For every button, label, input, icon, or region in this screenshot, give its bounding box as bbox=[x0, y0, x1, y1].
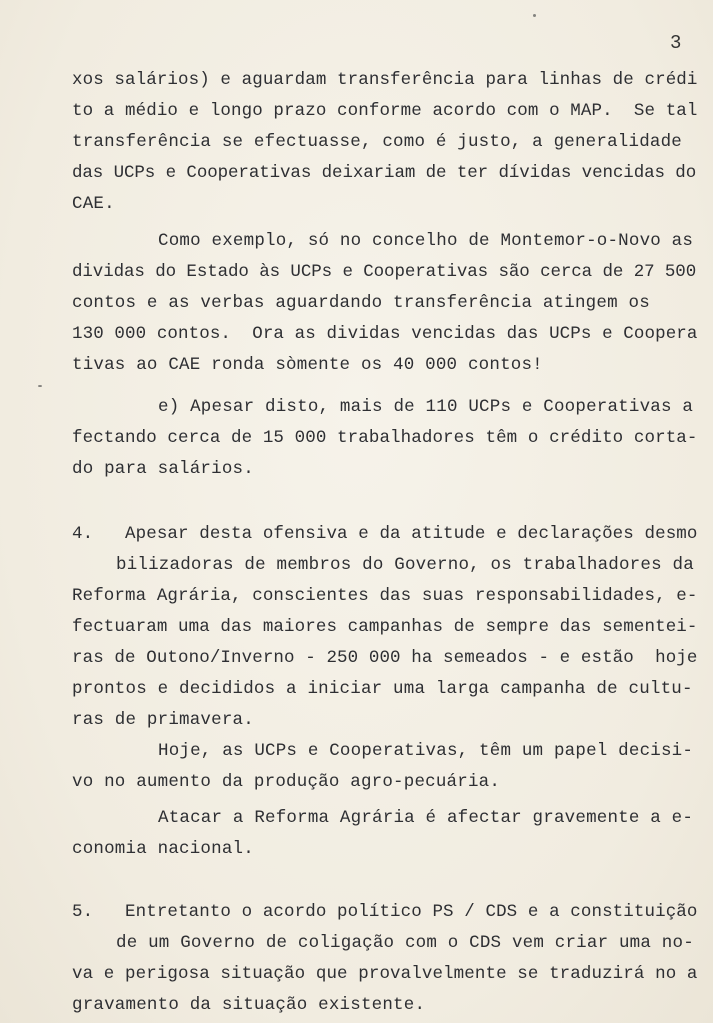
text-line: 5. Entretanto o acordo político PS / CDS e a constituição bbox=[72, 902, 698, 922]
text-line: ras de Outono/Inverno - 250 000 ha semeados - e estão hoje bbox=[72, 648, 698, 668]
text-line: de um Governo de coligação com o CDS vem criar uma no- bbox=[116, 933, 694, 953]
text-line: fectuaram uma das maiores campanhas de sempre das sementei- bbox=[72, 617, 698, 637]
text-line: contos e as verbas aguardando transferência atingem os bbox=[72, 293, 650, 313]
text-line: das UCPs e Cooperativas deixariam de ter dívidas vencidas do bbox=[72, 163, 697, 183]
text-line: vo no aumento da produção agro-pecuária. bbox=[72, 772, 501, 792]
text-line: 4. Apesar desta ofensiva e da atitude e declarações desmo bbox=[72, 524, 698, 544]
text-line: Atacar a Reforma Agrária é afectar gravemente a e- bbox=[158, 808, 694, 828]
text-line: va e perigosa situação que provalvelmente se traduzirá no a bbox=[72, 964, 698, 984]
text-line: ras de primavera. bbox=[72, 710, 254, 730]
text-line: conomia nacional. bbox=[72, 839, 254, 859]
text-line: gravamento da situação existente. bbox=[72, 995, 426, 1015]
text-line: e) Apesar disto, mais de 110 UCPs e Cooperativas a bbox=[158, 397, 694, 417]
paper-speck bbox=[38, 385, 42, 387]
text-line: do para salários. bbox=[72, 459, 254, 479]
page-number: 3 bbox=[670, 32, 682, 54]
text-line: prontos e decididos a iniciar uma larga campanha de cultu- bbox=[72, 679, 693, 699]
text-line: bilizadoras de membros do Governo, os trabalhadores da bbox=[116, 555, 694, 575]
text-line: 130 000 contos. Ora as dividas vencidas das UCPs e Coopera bbox=[72, 324, 698, 344]
text-line: transferência se efectuasse, como é justo, a generalidade bbox=[72, 132, 682, 152]
text-line: dividas do Estado às UCPs e Cooperativas são cerca de 27 500 bbox=[72, 262, 697, 282]
text-line: to a médio e longo prazo conforme acordo com o MAP. Se tal bbox=[72, 101, 698, 121]
text-line: Reforma Agrária, conscientes das suas responsabilidades, e- bbox=[72, 586, 698, 606]
text-line: Como exemplo, só no concelho de Montemor-o-Novo as bbox=[158, 231, 694, 251]
paper-speck bbox=[533, 14, 536, 17]
text-line: CAE. bbox=[72, 194, 115, 214]
text-line: Hoje, as UCPs e Cooperativas, têm um papel decisi- bbox=[158, 741, 694, 761]
text-line: xos salários) e aguardam transferência para linhas de crédi bbox=[72, 70, 698, 90]
text-line: fectando cerca de 15 000 trabalhadores têm o crédito corta- bbox=[72, 428, 698, 448]
text-line: tivas ao CAE ronda sòmente os 40 000 contos! bbox=[72, 355, 543, 375]
